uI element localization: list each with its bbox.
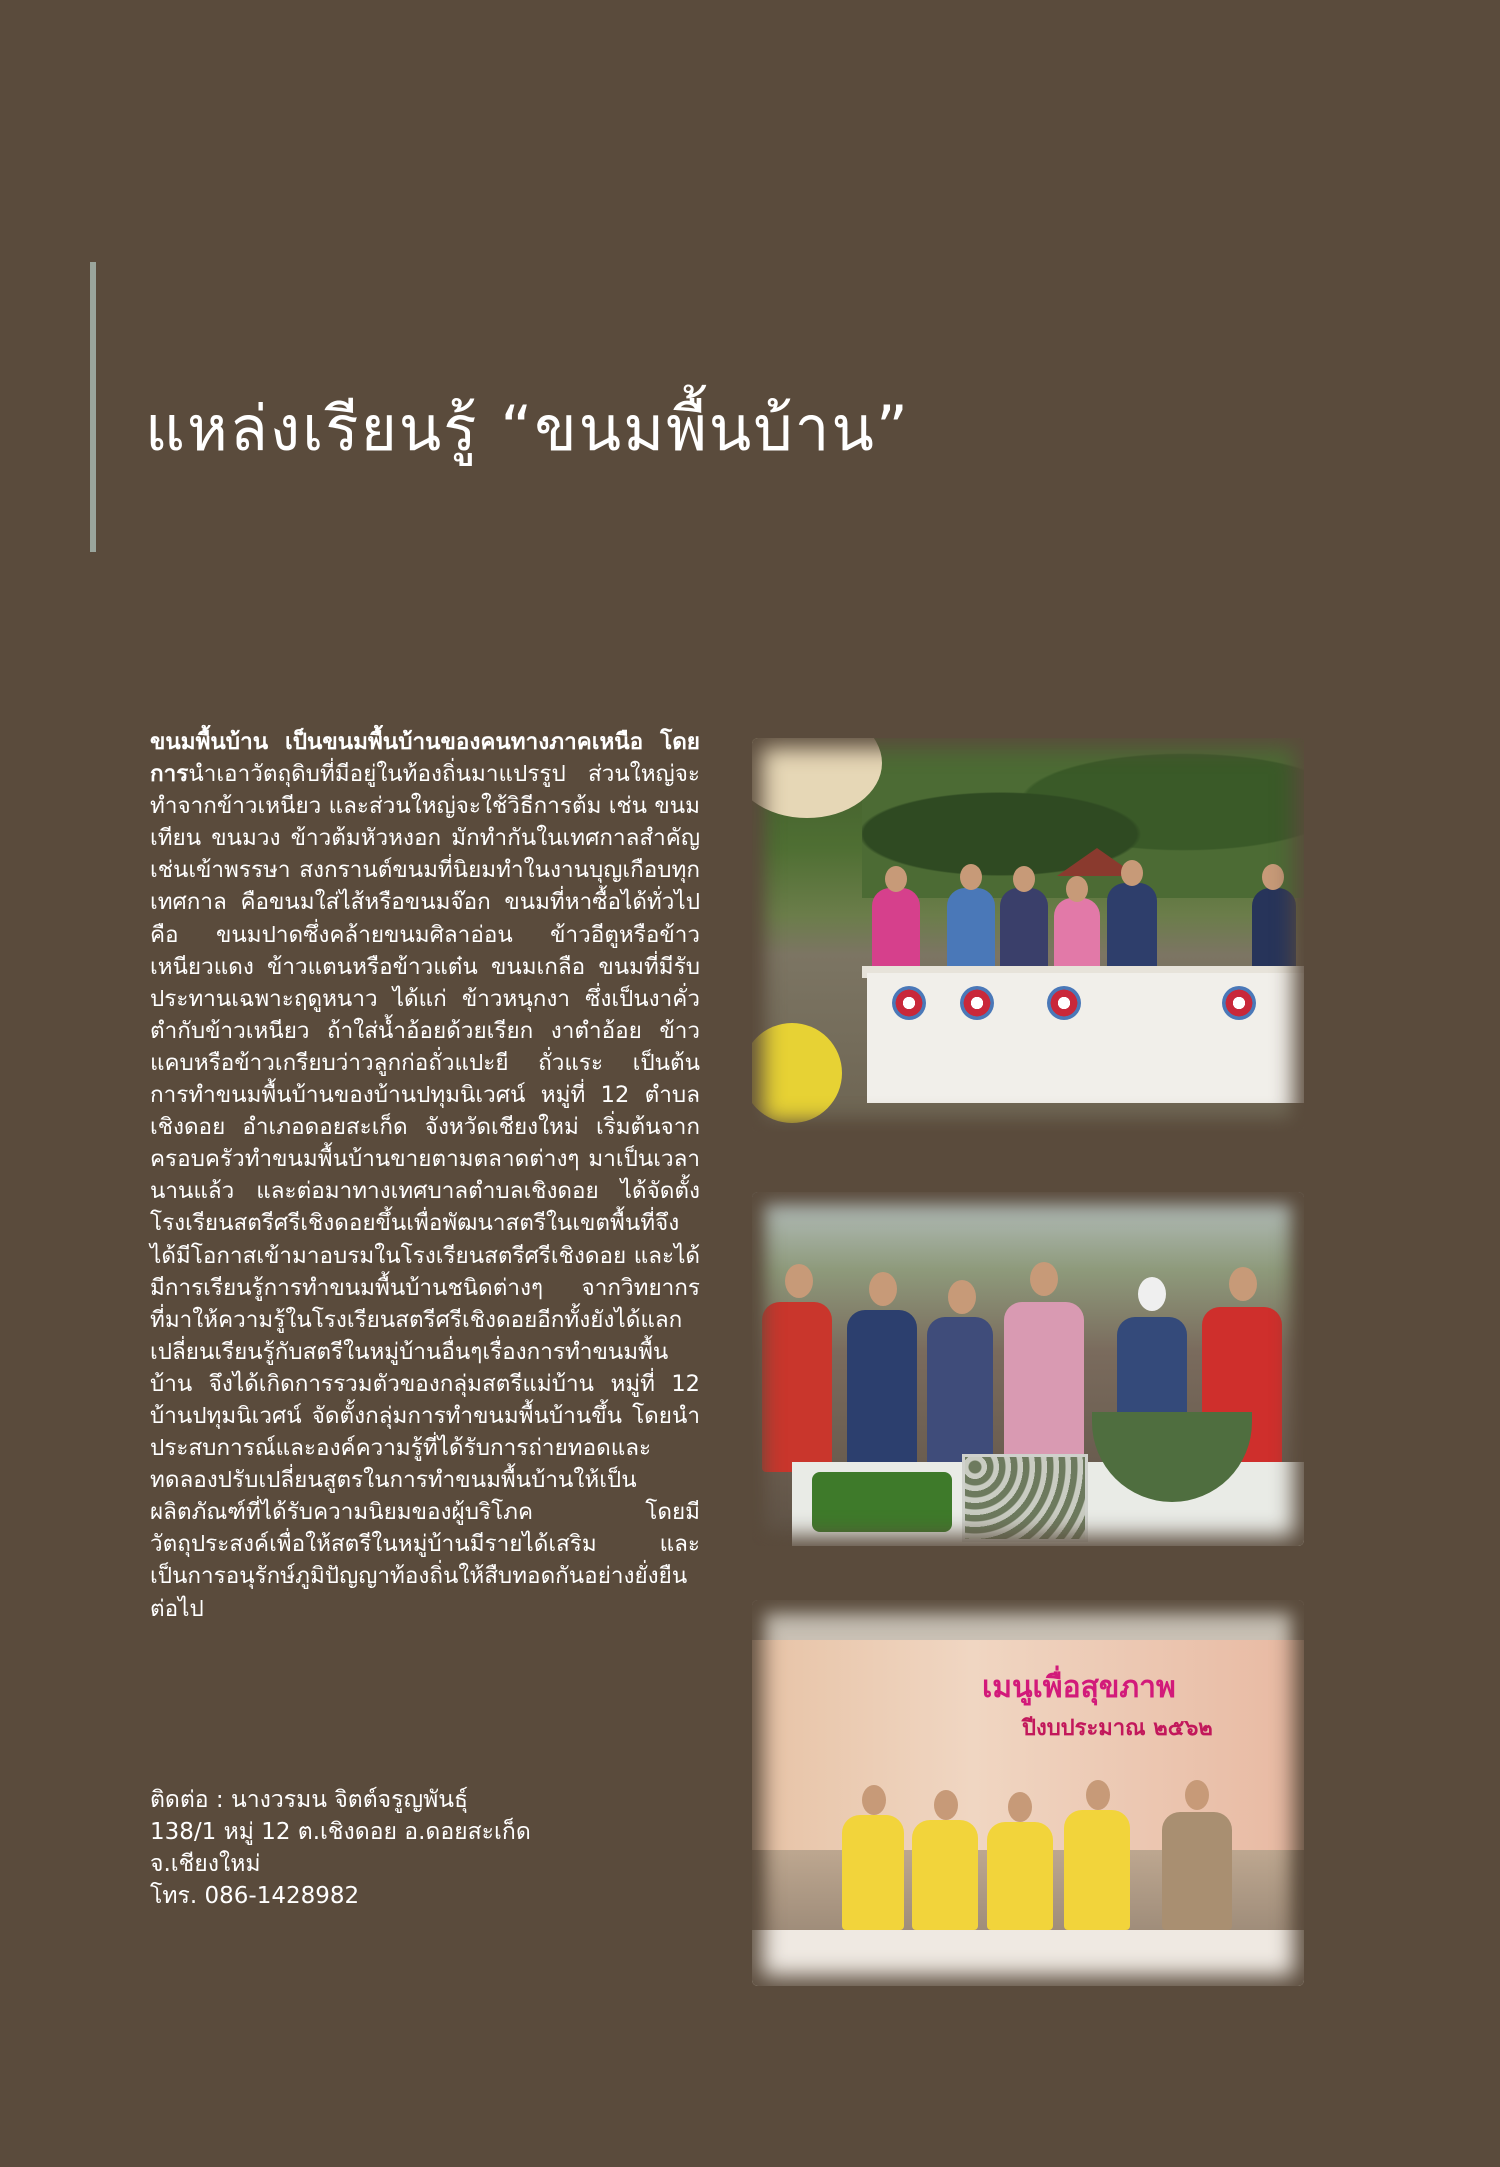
contact-block (150, 1784, 710, 1912)
person (872, 888, 920, 978)
page-title: แหล่งเรียนรู้ “ขนมพื้นบ้าน” (145, 392, 910, 465)
contact-phone: โทร. 086-1428982 (150, 1883, 360, 1909)
photo-women-with-desserts (752, 1192, 1304, 1546)
ribbon-decoration (1047, 986, 1081, 1020)
article-lead: ขนมพื้นบ้าน เป็นขนมพื้นบ้านของคนทางภาคเหนือ โดยการ (150, 729, 700, 788)
person-head (1185, 1780, 1209, 1810)
food-table (752, 1930, 1304, 1986)
ribbon-decoration (892, 986, 926, 1020)
ribbon-decoration (1222, 986, 1256, 1020)
dessert-tray (962, 1454, 1088, 1542)
person-head (960, 864, 982, 890)
person (1107, 883, 1157, 978)
person-head (1066, 876, 1088, 902)
person-head (869, 1272, 897, 1306)
person-head (1262, 864, 1284, 890)
person (947, 888, 995, 978)
person (1064, 1810, 1130, 1930)
title-accent-bar (90, 262, 96, 552)
person (1000, 888, 1048, 978)
person-head (885, 866, 907, 892)
person-head (1229, 1267, 1257, 1301)
person-head (934, 1790, 958, 1820)
person (987, 1822, 1053, 1930)
contact-address: 138/1 หมู่ 12 ต.เชิงดอย อ.ดอยสะเก็ด (150, 1819, 531, 1845)
person (847, 1310, 917, 1470)
banner-year: ปีงบประมาณ ๒๕๖๒ (1022, 1716, 1213, 1741)
contact-province: จ.เชียงใหม่ (150, 1851, 261, 1877)
person-head (1013, 866, 1035, 892)
person-head (1086, 1780, 1110, 1810)
person (842, 1815, 904, 1930)
person-head (1138, 1277, 1166, 1311)
banana-leaf-desserts (812, 1472, 952, 1532)
photo-training-banner-group (752, 1600, 1304, 1986)
article-text: นำเอาวัตถุดิบที่มีอยู่ในท้องถิ่นมาแปรรูป ส่วนใหญ่จะทำจากข้าวเหนียว และส่วนใหญ่จะใช้วิธีการต้ม เช่น ขนมเทียน ขนมวง ข้าวต้มหัวหงอก มักทำกันในเทศกาลสำคัญ เช่นเข้าพรรษา สงกรานต์ขนมที่นิยมทำในงานบุญเกือบทุกเทศกาล คือขนมใส่ไส้หรือขนมจ๊อก ขนมที่หาซื้อได้ทั่วไปคือ ขนมปาดซึ่งคล้ายขนมศิลาอ่อน ข้าวอีตูหรือข้าวเหนียวแดง ข้าวแตนหรือข้าวแต๋น ขนมเกลือ ขนมที่มีรับประทานเฉพาะฤดูหนาว ได้แก่ ข้าวหนุกงา ซึ่งเป็นงาคั่วตำกับข้าวเหนียว ถ้าใส่น้ำอ้อยด้วยเรียก งาตำอ้อย ข้าวแคบหรือข้าวเกรียบว่าวลูกก่อถั่วแปะยี ถั่วแระ เป็นต้น การทำขนมพื้นบ้านของบ้านปทุมนิเวศน์ หมู่ที่ 12 ตำบลเชิงดอย อำเภอดอยสะเก็ด จังหวัดเชียงใหม่ เริ่มต้นจากครอบครัวทำขนมพื้นบ้านขายตามตลาดต่างๆ มาเป็นเวลานานแล้ว และต่อมาทางเทศบาลตำบลเชิงดอย ได้จัดตั้งโรงเรียนสตรีศรีเชิงดอยขึ้นเพื่อพัฒนาสตรีในเขตพื้นที่จึงได้มีโอกาสเข้ามาอบรมในโรงเรียนสตรีศรีเชิงดอย และได้มีการเรียนรู้การทำขนมพื้นบ้านชนิดต่างๆ จากวิทยากรที่มาให้ความรู้ในโรงเรียนสตรีศรีเชิงดอยอีกทั้งยังได้แลกเปลี่ยนเรียนรู้กับสตรีในหมู่บ้านอื่นๆเรื่องการทำขนมพื้นบ้าน จึงได้เกิดการรวมตัวของกลุ่มสตรีแม่บ้าน หมู่ที่ 12 บ้านปทุมนิเวศน์ จัดตั้งกลุ่มการทำขนมพื้นบ้านขึ้น โดยนำประสบการณ์และองค์ความรู้ที่ได้รับการถ่ายทอดและทดลองปรับเปลี่ยนสูตรในการทำขนมพื้นบ้านให้เป็นผลิตภัณฑ์ที่ได้รับความนิยมของผู้บริโภค โดยมีวัตถุประสงค์เพื่อให้สตรีในหมู่บ้านมีรายได้เสริม และเป็นการอนุรักษ์ภูมิปัญญาท้องถิ่นให้สืบทอดกันอย่างยั่งยืนต่อไป (150, 761, 700, 1622)
person (762, 1302, 832, 1472)
contact-name: ติดต่อ : นางวรมน จิตต์จรูญพันธุ์ (150, 1787, 469, 1813)
person-head (948, 1280, 976, 1314)
yellow-umbrella (752, 1023, 842, 1123)
person (1004, 1302, 1084, 1462)
banner-title: เมนูเพื่อสุขภาพ (982, 1670, 1176, 1705)
person (927, 1317, 993, 1467)
ribbon-decoration (960, 986, 994, 1020)
person-head (1030, 1262, 1058, 1296)
person-head (785, 1264, 813, 1298)
person (912, 1820, 978, 1930)
person-head (1008, 1792, 1032, 1822)
person-head (1121, 860, 1143, 886)
person (1162, 1812, 1232, 1930)
photo-outdoor-market-table (752, 738, 1304, 1132)
person-head (862, 1785, 886, 1815)
article-body (150, 726, 700, 1625)
